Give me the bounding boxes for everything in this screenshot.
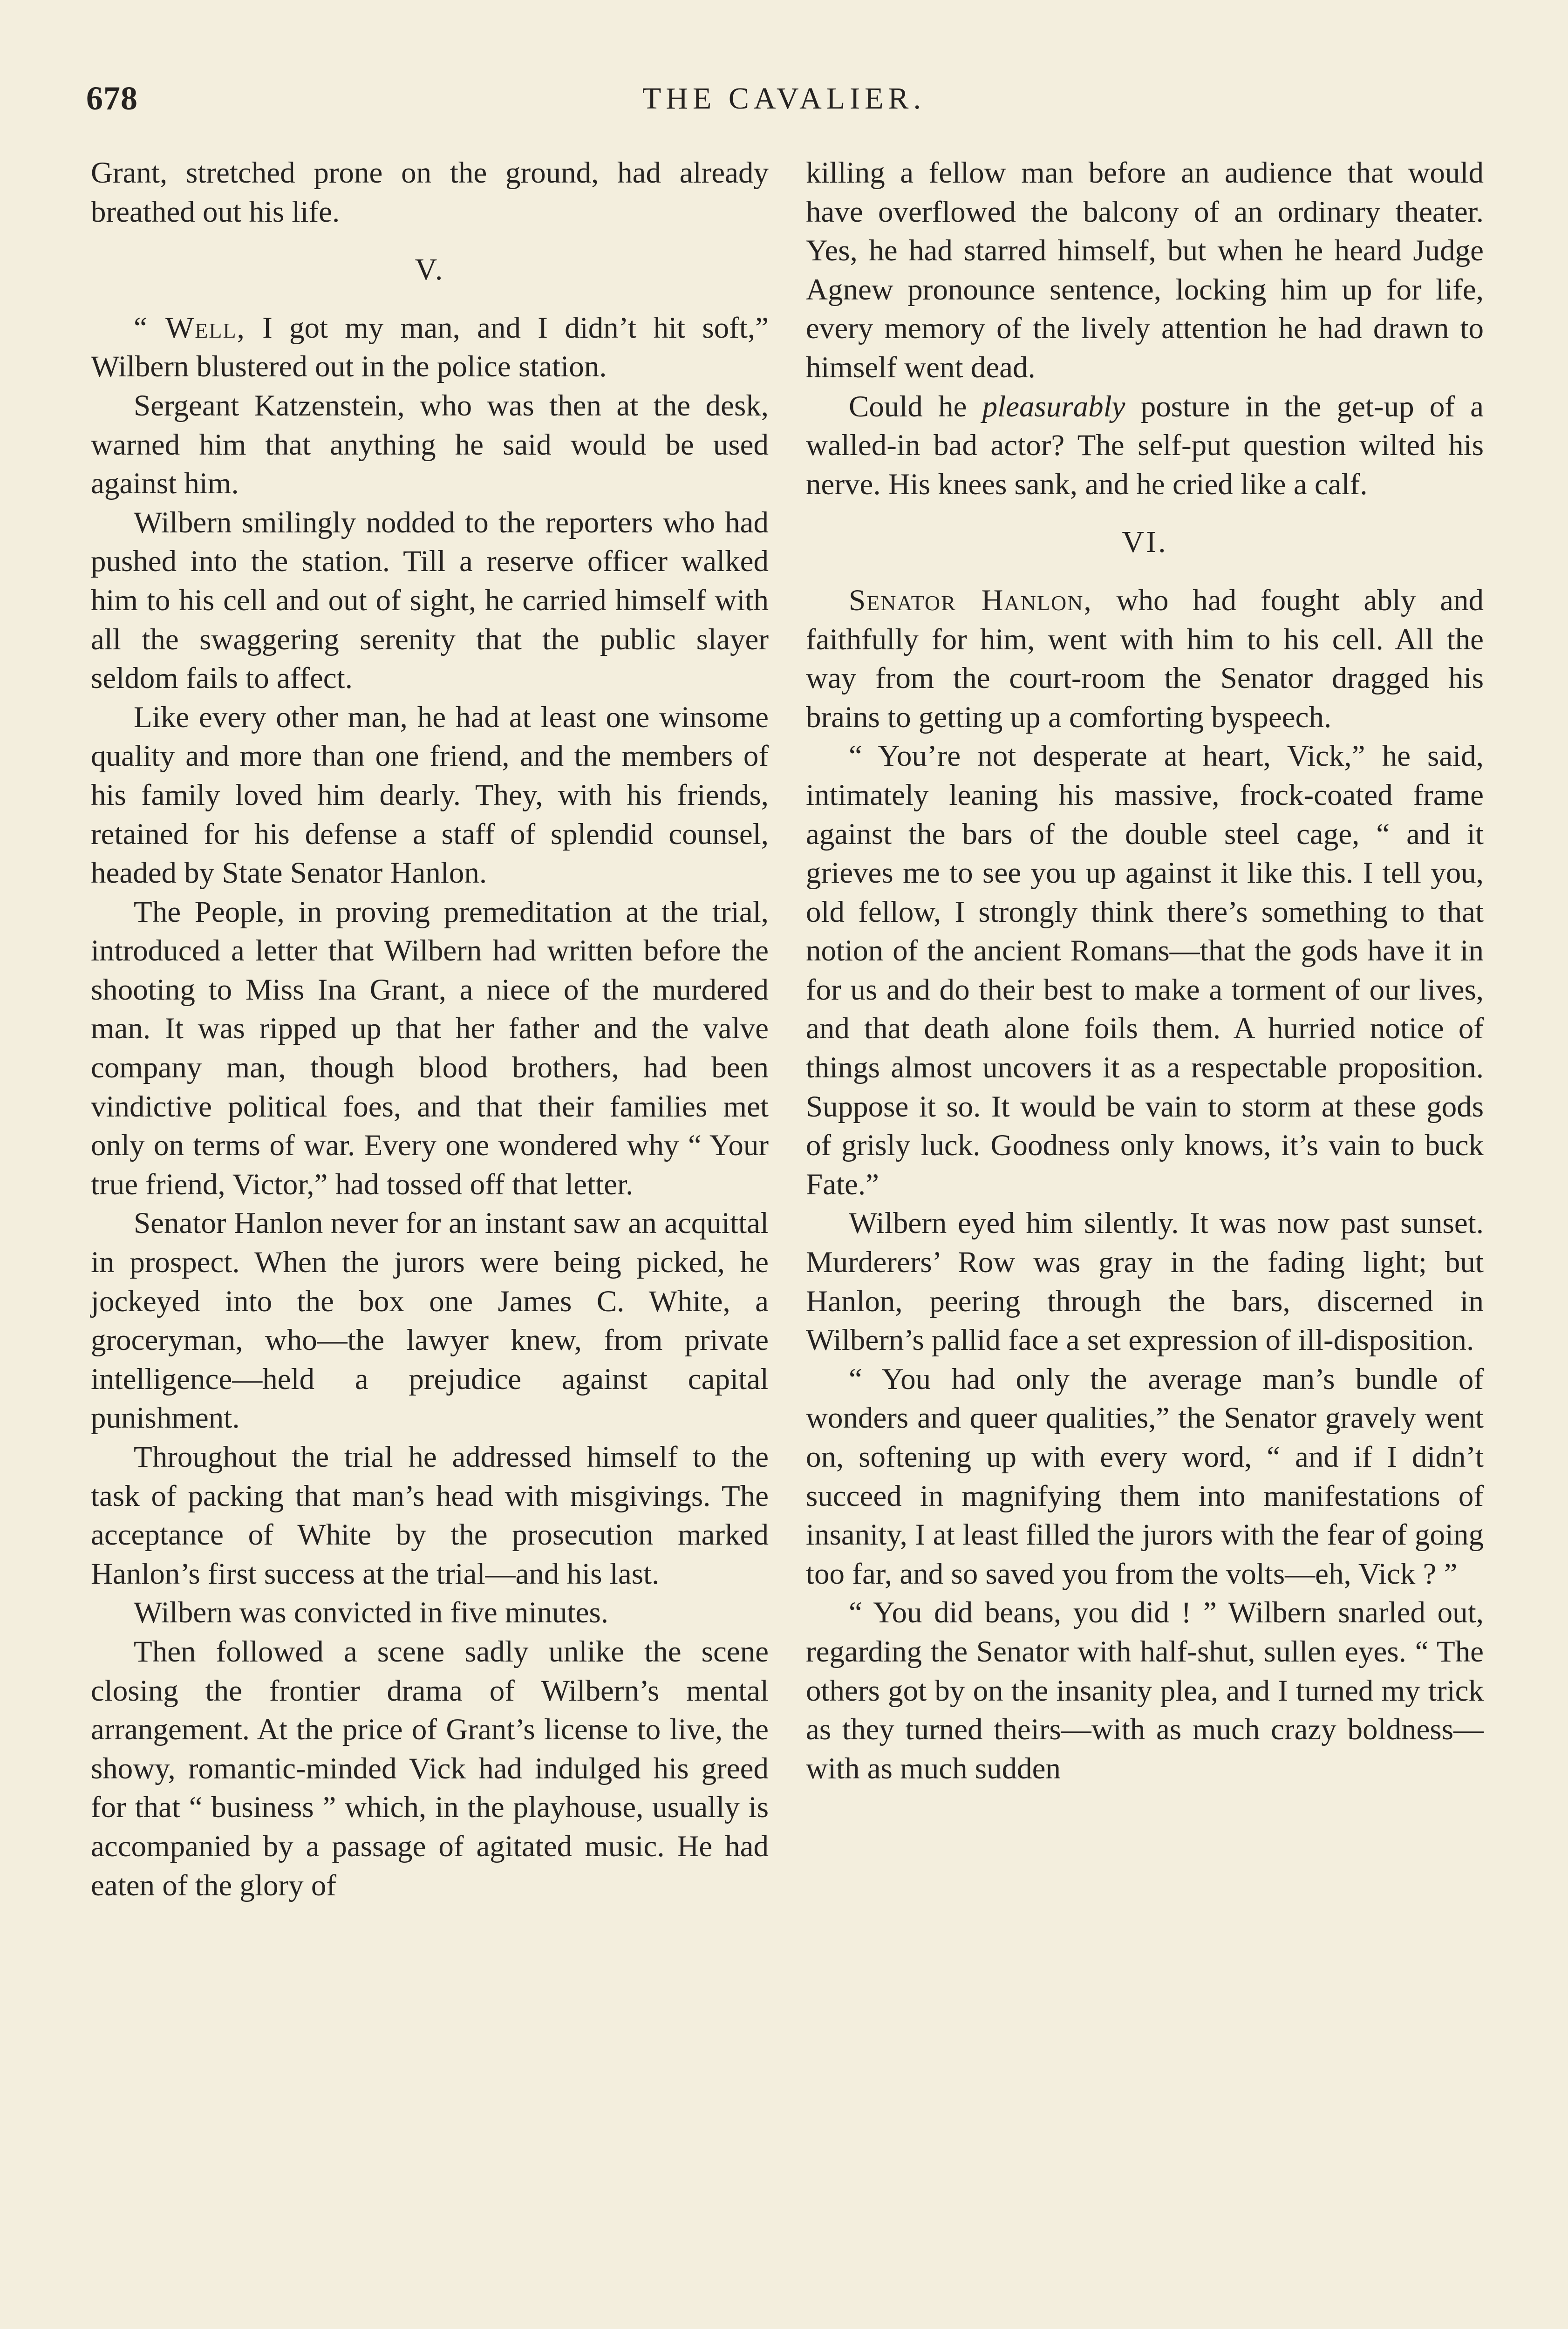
paragraph-text: who had fought ably and faithfully for him, went with him to his cell. All the way from the court-room the Senator dragged his brains to getting up a comforting byspeech. [806, 583, 1484, 734]
paragraph: Grant, stretched prone on the ground, had already breathed out his life. [91, 156, 769, 229]
paragraph [806, 581, 1484, 737]
paragraph: “ You did beans, you did ! ” Wilbern snarled out, regarding the Senator with half-shut, sullen eyes. “ The others got by on the insanity plea, and I turned my trick as they turned theirs—with as much crazy boldness—with as much sudden [806, 1596, 1484, 1785]
small-caps-lead: “ Well, [134, 311, 245, 345]
paragraph-text: Could he [849, 389, 982, 423]
paragraph: Throughout the trial he addressed himself to the task of packing that man’s head with misgivings. The acceptance of White by the prosecution marked Hanlon’s first success at the trial—and his last. [91, 1440, 769, 1591]
right-column [806, 154, 1484, 1788]
left-column [91, 154, 769, 1905]
paragraph-text: posture in the get-up of a walled-in bad actor? The self-put question wilted his nerve. His knees sank, and he cried like a calf. [806, 389, 1484, 501]
paragraph-text: I got my man, and I didn’t hit soft,” Wilbern blustered out in the police station. [91, 311, 769, 384]
paragraph [806, 388, 1484, 504]
paragraph: killing a fellow man before an audience that would have overflowed the balcony of an ordinary theater. Yes, he had starred himself, but when he heard Judge Agnew pronounce sentence, locking him up for life, every memory of the lively attention he had drawn to himself went dead. [806, 156, 1484, 384]
small-caps-lead: Senator Hanlon, [849, 583, 1092, 617]
paragraph: Wilbern eyed him silently. It was now past sunset. Murderers’ Row was gray in the fading light; but Hanlon, peering through the bars, discerned in Wilbern’s pallid face a set expression of ill-disposition. [806, 1206, 1484, 1357]
paragraph: “ You had only the average man’s bundle of wonders and queer qualities,” the Senator gravely went on, softening up with every word, “ and if I didn’t succeed in magnifying them into manifestations of insanity, I at least filled the jurors with the fear of going too far, and so saved you from the volts—eh, Vick ? ” [806, 1362, 1484, 1591]
running-title: THE CAVALIER. [642, 82, 926, 116]
section-heading-v: V. [415, 252, 445, 287]
paragraph: Wilbern smilingly nodded to the reporters who had pushed into the station. Till a reserve officer walked him to his cell and out of sight, he carried himself with all the swaggering serenity that the public slayer seldom fails to affect. [91, 505, 769, 695]
page-header [86, 70, 1482, 121]
paragraph [91, 309, 769, 387]
paragraph: Senator Hanlon never for an instant saw an acquittal in prospect. When the jurors were being picked, he jockeyed into the box one James C. White, a groceryman, who—the lawyer knew, from private intelligence—held a prejudice against capital punishment. [91, 1206, 769, 1435]
paragraph: Sergeant Katzenstein, who was then at the desk, warned him that anything he said would be used against him. [91, 388, 769, 501]
paragraph: The People, in proving premeditation at the trial, introduced a letter that Wilbern had written before the shooting to Miss Ina Grant, a niece of the murdered man. It was ripped up that her father and the valve company man, though blood brothers, had been vindictive political foes, and that their families met only on terms of war. Every one wondered why “ Your true friend, Victor,” had tossed off that letter. [91, 895, 769, 1201]
paragraph: Like every other man, he had at least one winsome quality and more than one friend, and the members of his family loved him dearly. They, with his friends, retained for his defense a staff of splendid counsel, headed by State Senator Hanlon. [91, 700, 769, 890]
paragraph: Then followed a scene sadly unlike the scene closing the frontier drama of Wilbern’s mental arrangement. At the price of Grant’s license to live, the showy, romantic-minded Vick had indulged his greed for that “ business ” which, in the playhouse, usually is accompanied by a passage of agitated music. He had eaten of the glory of [91, 1634, 769, 1902]
section-heading-vi: VI. [1122, 525, 1168, 559]
italic-word: pleasurably [982, 389, 1125, 423]
paragraph: Wilbern was convicted in five minutes. [134, 1596, 609, 1630]
page-number: 678 [86, 80, 138, 117]
paragraph: “ You’re not desperate at heart, Vick,” he said, intimately leaning his massive, frock-coated frame against the bars of the double steel cage, “ and it grieves me to see you up against it like this. I tell you, old fellow, I strongly think there’s something to that notion of the ancient Romans—that the gods have it in for us and do their best to make a torment of our lives, and that death alone foils them. A hurried notice of things almost uncovers it as a respectable proposition. Suppose it so. It would be vain to storm at these gods of grisly luck. Goodness only knows, it’s vain to buck Fate.” [806, 739, 1484, 1201]
